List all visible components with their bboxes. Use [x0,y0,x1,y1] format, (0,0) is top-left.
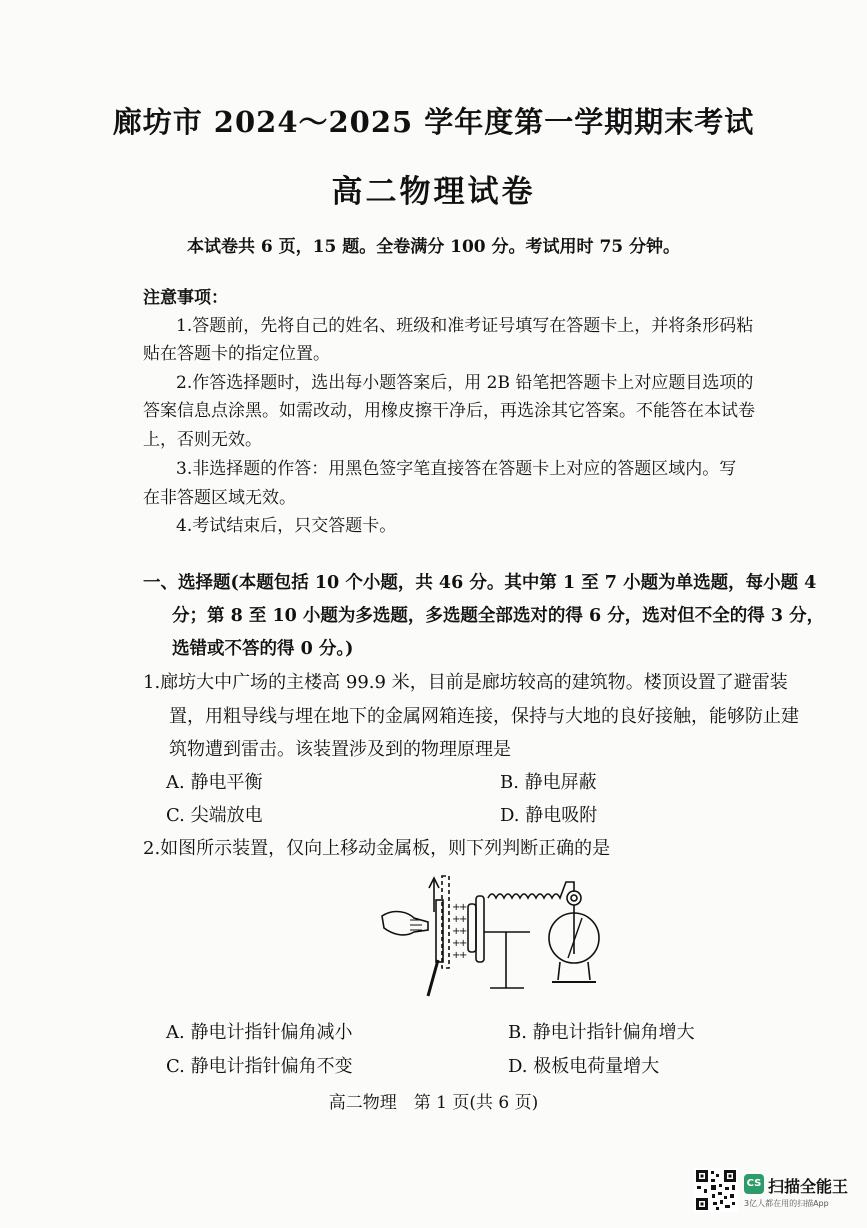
q1-stem: 筑物遭到雷击。该装置涉及到的物理原理是 [169,739,511,760]
q1-option-d: D. 静电吸附 [500,805,598,826]
q2-stem: 2.如图所示装置，仅向上移动金属板，则下列判断正确的是 [143,838,611,859]
notice-heading: 注意事项： [143,288,228,308]
q2-option-c: C. 静电计指针偏角不变 [166,1056,353,1077]
svg-text:+: + [452,902,461,913]
notice-line: 贴在答题卡的指定位置。 [143,344,330,364]
app-name: 扫描全能王 [768,1177,849,1196]
q1-stem: 置，用粗导线与埋在地下的金属网箱连接，保持与大地的良好接触，能够防止建 [169,706,799,727]
fixed-metal-plate [476,896,484,962]
svg-text:+: + [452,914,461,925]
section-heading-cont: 分；第 8 至 10 小题为多选题，多选题全部选对的得 6 分，选对但不全的得 3 分， [172,606,825,626]
svg-text:+: + [452,950,461,961]
capacitor-electrometer-figure [370,862,610,1004]
exam-summary: 本试卷共 6 页，15 题。全卷满分 100 分。考试用时 75 分钟。 [186,237,681,257]
svg-text:+: + [459,938,468,949]
q2-option-b: B. 静电计指针偏角增大 [508,1022,695,1043]
q1-stem: 1.廊坊大中广场的主楼高 99.9 米，目前是廊坊较高的建筑物。楼顶设置了避雷装 [143,672,788,693]
notice-line: 上，否则无效。 [143,430,262,450]
camscanner-logo-icon: CS [744,1174,764,1194]
connecting-wire [488,882,574,898]
notice-line: 在非答题区域无效。 [143,488,296,508]
page-footer: 高二物理 第 1 页(共 6 页) [328,1093,539,1113]
notice-line: 3.非选择题的作答：用黑色签字笔直接答在答题卡上对应的答题区域内。写 [176,459,737,479]
svg-text:+: + [459,950,468,961]
subject-title: 高二物理试卷 [331,174,536,210]
qr-code-icon [694,1168,738,1212]
q1-option-b: B. 静电屏蔽 [500,772,597,793]
svg-text:+: + [452,926,461,937]
exam-title: 廊坊市 2024～2025 学年度第一学期期末考试 [112,105,755,139]
hand-icon [382,912,428,935]
electrometer-knob [567,891,581,905]
notice-line: 2.作答选择题时，选出每小题答案后，用 2B 铅笔把答题卡上对应题目选项的 [176,373,754,393]
electrometer-needle [568,918,582,958]
section-heading: 一、选择题(本题包括 10 个小题，共 46 分。其中第 1 至 7 小题为单选题，每小题 4 [143,573,817,593]
q2-option-d: D. 极板电荷量增大 [508,1056,660,1077]
q1-option-c: C. 尖端放电 [166,805,263,826]
svg-text:+: + [459,926,468,937]
q1-option-a: A. 静电平衡 [166,772,263,793]
svg-text:+: + [452,938,461,949]
svg-text:+: + [459,902,468,913]
notice-line: 1.答题前，先将自己的姓名、班级和准考证号填写在答题卡上，并将条形码粘 [176,316,754,336]
app-tagline: 3亿人都在用的扫描App [744,1199,829,1208]
notice-line: 4.考试结束后，只交答题卡。 [176,516,397,536]
insulated-handle [428,960,438,996]
svg-text:+: + [459,914,468,925]
q2-option-a: A. 静电计指针偏角减小 [166,1022,353,1043]
section-heading-cont: 选错或不答的得 0 分。) [172,639,354,659]
notice-line: 答案信息点涂黑。如需改动，用橡皮擦干净后，再选涂其它答案。不能答在本试卷 [143,401,755,421]
